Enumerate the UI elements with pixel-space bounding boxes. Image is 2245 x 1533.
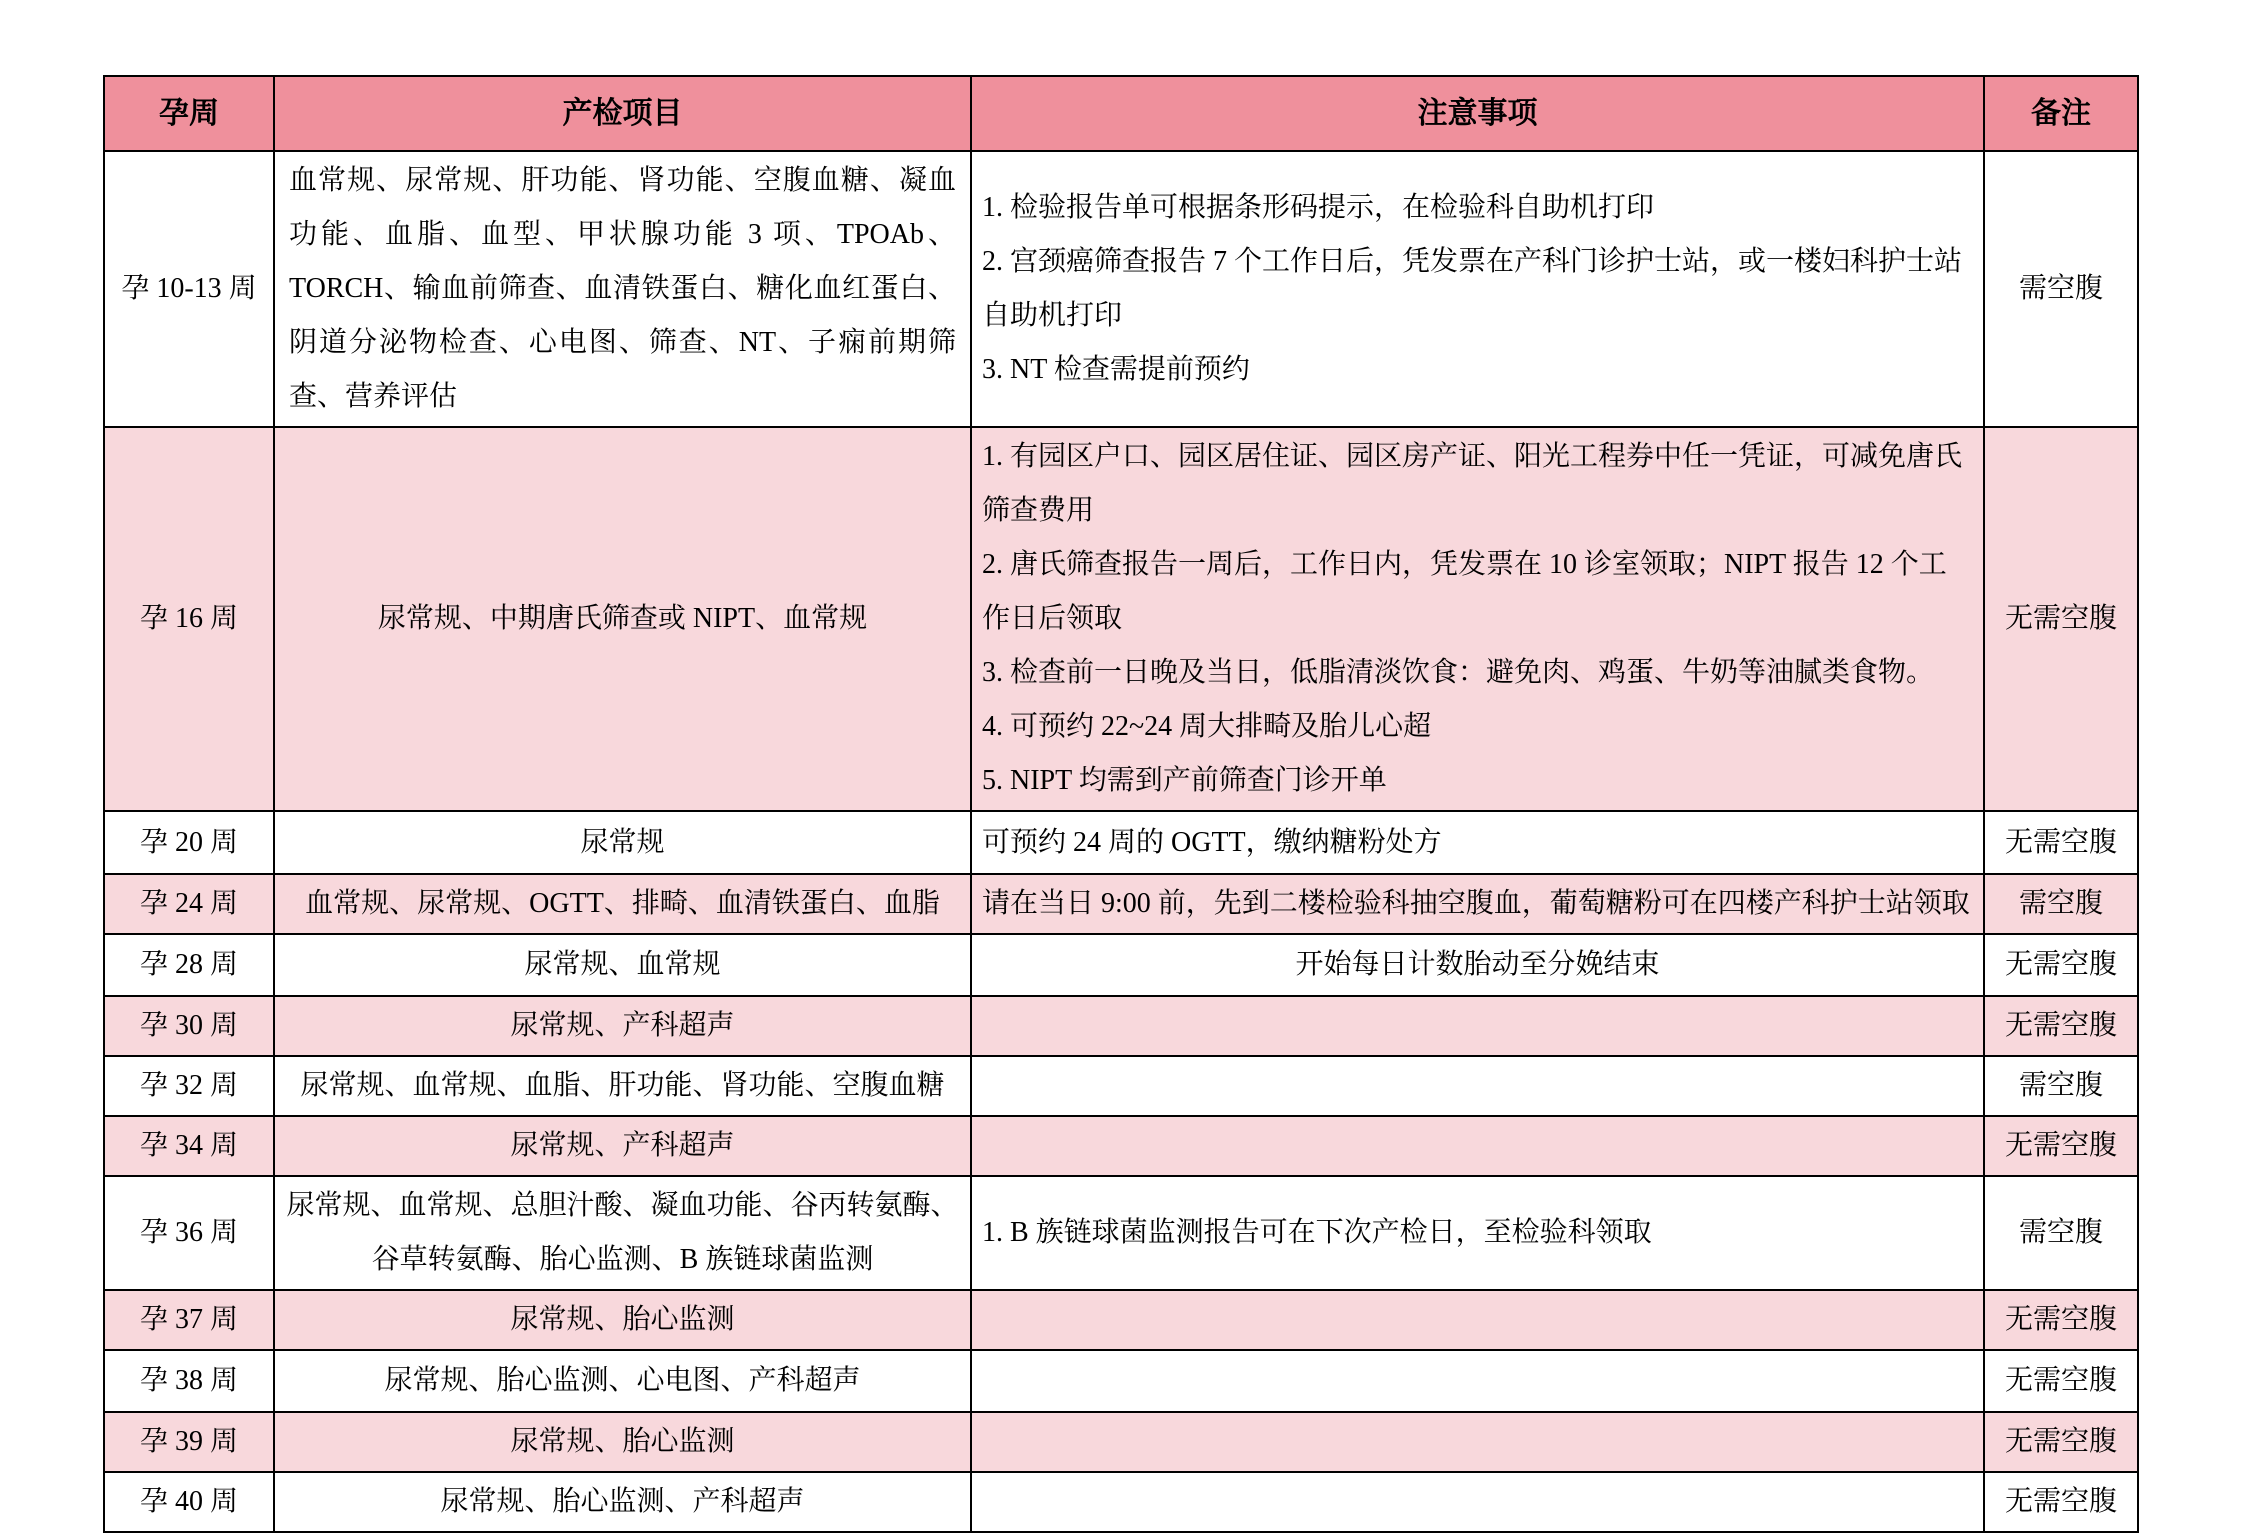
week-cell: 孕 36 周 [104,1176,274,1290]
week-cell: 孕 40 周 [104,1472,274,1532]
remark-cell: 需空腹 [1984,1056,2138,1116]
remark-cell: 无需空腹 [1984,427,2138,811]
items-cell: 尿常规、中期唐氏筛查或 NIPT、血常规 [274,427,971,811]
table-row [104,427,2138,811]
table-row [104,1412,2138,1472]
note-line: 2. 宫颈癌筛查报告 7 个工作日后，凭发票在产科门诊护士站，或一楼妇科护士站自助机打印 [982,246,1963,331]
remark-cell: 无需空腹 [1984,1290,2138,1350]
remark-cell: 无需空腹 [1984,1350,2138,1412]
remark-cell: 无需空腹 [1984,1412,2138,1472]
table-row [104,874,2138,934]
header-remark: 备注 [1984,76,2138,151]
week-cell: 孕 34 周 [104,1116,274,1176]
notes-cell [971,151,1984,427]
notes-cell [971,427,1984,811]
note-line: 3. NT 检查需提前预约 [982,354,1250,385]
remark-cell: 需空腹 [1984,1176,2138,1290]
table-row [104,996,2138,1056]
notes-cell [971,1350,1984,1412]
notes-cell [971,996,1984,1056]
notes-cell [971,1412,1984,1472]
note-line: 5. NIPT 均需到产前筛查门诊开单 [982,765,1387,796]
table-row [104,1290,2138,1350]
note-line: 1. 检验报告单可根据条形码提示，在检验科自助机打印 [982,192,1655,223]
week-cell: 孕 20 周 [104,811,274,874]
remark-cell: 无需空腹 [1984,934,2138,996]
table-row [104,151,2138,427]
note-line: 可预约 24 周的 OGTT，缴纳糖粉处方 [982,826,1442,858]
week-cell: 孕 32 周 [104,1056,274,1116]
week-cell: 孕 24 周 [104,874,274,934]
notes-cell [971,1116,1984,1176]
table-row [104,934,2138,996]
week-cell: 孕 28 周 [104,934,274,996]
notes-cell [971,811,1984,874]
remark-cell: 无需空腹 [1984,1116,2138,1176]
week-cell: 孕 37 周 [104,1290,274,1350]
header-week: 孕周 [104,76,274,151]
notes-cell [971,874,1984,934]
note-line: 2. 唐氏筛查报告一周后，工作日内，凭发票在 10 诊室领取；NIPT 报告 12 个工作日后领取 [982,549,1947,634]
table-row [104,1350,2138,1412]
table-row [104,1472,2138,1532]
table-row [104,1116,2138,1176]
header-items: 产检项目 [274,76,971,151]
notes-cell [971,1176,1984,1290]
remark-cell: 需空腹 [1984,151,2138,427]
items-cell: 尿常规、胎心监测、产科超声 [274,1472,971,1532]
notes-cell [971,1290,1984,1350]
notes-cell [971,1472,1984,1532]
remark-cell: 需空腹 [1984,874,2138,934]
week-cell: 孕 30 周 [104,996,274,1056]
week-cell: 孕 16 周 [104,427,274,811]
header-row [104,76,2138,151]
remark-cell: 无需空腹 [1984,1472,2138,1532]
items-cell: 尿常规、血常规、总胆汁酸、凝血功能、谷丙转氨酶、谷草转氨酶、胎心监测、B 族链球菌监测 [274,1176,971,1290]
items-cell: 血常规、尿常规、肝功能、肾功能、空腹血糖、凝血功能、血脂、血型、甲状腺功能 3 项、TPOAb、TORCH、输血前筛查、血清铁蛋白、糖化血红蛋白、阴道分泌物检查、心电图、筛查、NT、子痫前期筛查、营养评估 [274,151,971,427]
note-line: 开始每日计数胎动至分娩结束 [1295,949,1660,980]
items-cell: 血常规、尿常规、OGTT、排畸、血清铁蛋白、血脂 [274,874,971,934]
items-cell: 尿常规、产科超声 [274,1116,971,1176]
table-row [104,1176,2138,1290]
table-row [104,1056,2138,1116]
header-notes: 注意事项 [971,76,1984,151]
note-line: 1. B 族链球菌监测报告可在下次产检日，至检验科领取 [982,1217,1652,1248]
note-line: 请在当日 9:00 前，先到二楼检验科抽空腹血，葡萄糖粉可在四楼产科护士站领取 [982,888,1970,919]
items-cell: 尿常规、产科超声 [274,996,971,1056]
notes-cell [971,1056,1984,1116]
note-line: 4. 可预约 22~24 周大排畸及胎儿心超 [982,711,1432,742]
items-cell: 尿常规、胎心监测 [274,1412,971,1472]
items-cell: 尿常规、血常规、血脂、肝功能、肾功能、空腹血糖 [274,1056,971,1116]
items-cell: 尿常规 [274,811,971,874]
items-cell: 尿常规、胎心监测、心电图、产科超声 [274,1350,971,1412]
week-cell: 孕 38 周 [104,1350,274,1412]
week-cell: 孕 39 周 [104,1412,274,1472]
remark-cell: 无需空腹 [1984,996,2138,1056]
remark-cell: 无需空腹 [1984,811,2138,874]
table-row [104,811,2138,874]
week-cell: 孕 10-13 周 [104,151,274,427]
items-cell: 尿常规、胎心监测 [274,1290,971,1350]
note-line: 1. 有园区户口、园区居住证、园区房产证、阳光工程券中任一凭证，可减免唐氏筛查费用 [982,441,1963,526]
note-line: 3. 检查前一日晚及当日，低脂清淡饮食：避免肉、鸡蛋、牛奶等油腻类食物。 [982,657,1935,688]
prenatal-schedule-table [103,75,2139,1533]
notes-cell [971,934,1984,996]
items-cell: 尿常规、血常规 [274,934,971,996]
